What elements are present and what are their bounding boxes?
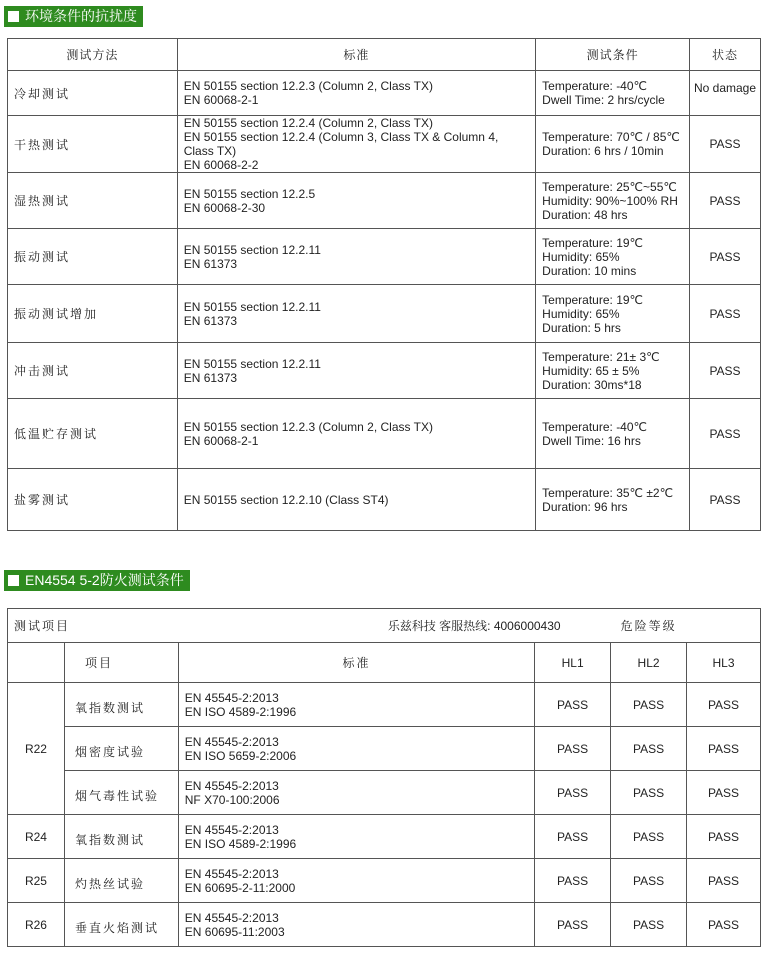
table-header-row xyxy=(8,39,761,71)
table-row xyxy=(8,683,761,727)
group-code-cell: R26 xyxy=(8,903,65,947)
table-row xyxy=(8,343,761,399)
condition-line: Temperature: 19℃ xyxy=(542,292,644,307)
hazard-level-label: 危险等级 xyxy=(611,609,761,643)
status-cell: PASS xyxy=(690,229,761,285)
standard-cell xyxy=(177,116,535,173)
method-cell: 湿热测试 xyxy=(8,173,178,229)
status-cell: PASS xyxy=(690,343,761,399)
header-conditions: 测试条件 xyxy=(536,39,690,71)
standard-line: EN 50155 section 12.2.3 (Column 2, Class TX) xyxy=(183,79,433,93)
hl2-cell: PASS xyxy=(611,815,687,859)
hl1-cell: PASS xyxy=(535,859,611,903)
hl1-cell: PASS xyxy=(535,771,611,815)
condition-line: Humidity: 65% xyxy=(542,306,620,321)
standard-cell xyxy=(177,71,535,116)
table-row xyxy=(8,229,761,285)
standard-line: EN ISO 5659-2:2006 xyxy=(184,748,297,763)
condition-line: Temperature: 70℃ / 85℃ xyxy=(542,130,680,144)
standard-cell xyxy=(177,469,535,531)
standard-line: EN 60068-2-30 xyxy=(183,200,266,215)
standard-cell xyxy=(177,285,535,343)
table-row xyxy=(8,903,761,947)
header-item: 项目 xyxy=(64,643,178,683)
group-code-cell: R25 xyxy=(8,859,65,903)
hl2-cell: PASS xyxy=(611,683,687,727)
standard-line: EN 45545-2:2013 xyxy=(184,778,279,793)
standard-cell xyxy=(178,859,534,903)
table-row xyxy=(8,173,761,229)
standard-line: EN 50155 section 12.2.11 xyxy=(183,299,321,314)
fire-table-header-row xyxy=(8,643,761,683)
table-row xyxy=(8,815,761,859)
condition-line: Dwell Time: 16 hrs xyxy=(542,433,641,448)
header-standard: 标准 xyxy=(178,643,534,683)
condition-line: Temperature: 21± 3℃ xyxy=(542,349,660,364)
method-cell: 低温贮存测试 xyxy=(8,399,178,469)
condition-line: Temperature: -40℃ xyxy=(542,419,648,434)
standard-line: EN 45545-2:2013 xyxy=(184,910,279,925)
header-method: 测试方法 xyxy=(8,39,178,71)
standard-line: EN 50155 section 12.2.3 (Column 2, Class TX) xyxy=(183,419,433,434)
standard-line: EN ISO 4589-2:1996 xyxy=(184,836,297,851)
square-icon xyxy=(8,575,19,586)
hl3-cell: PASS xyxy=(687,903,761,947)
section1-title: 环境条件的抗扰度 xyxy=(25,8,137,24)
method-cell: 干热测试 xyxy=(8,116,178,173)
item-cell: 烟密度试验 xyxy=(64,727,178,771)
condition-line: Duration: 48 hrs xyxy=(542,207,628,222)
standard-line: NF X70-100:2006 xyxy=(184,792,280,807)
hl1-cell: PASS xyxy=(535,727,611,771)
condition-line: Duration: 6 hrs / 10min xyxy=(542,144,664,158)
standard-line: EN 60068-2-1 xyxy=(183,93,259,107)
hl1-cell: PASS xyxy=(535,683,611,727)
table-row xyxy=(8,469,761,531)
standard-cell xyxy=(178,727,534,771)
table-row xyxy=(8,399,761,469)
hl2-cell: PASS xyxy=(611,771,687,815)
section2-title-bar xyxy=(4,570,190,591)
standard-line: EN 60068-2-1 xyxy=(183,433,259,448)
header-hl2: HL2 xyxy=(611,643,687,683)
standard-line: EN 50155 section 12.2.11 xyxy=(183,242,321,257)
header-hl1: HL1 xyxy=(535,643,611,683)
condition-line: Temperature: 19℃ xyxy=(542,235,644,250)
table-row xyxy=(8,859,761,903)
group-code-cell: R24 xyxy=(8,815,65,859)
method-cell: 盐雾测试 xyxy=(8,469,178,531)
conditions-cell xyxy=(536,229,690,285)
conditions-cell xyxy=(536,71,690,116)
hl2-cell: PASS xyxy=(611,727,687,771)
hl2-cell: PASS xyxy=(611,859,687,903)
standard-line: EN 61373 xyxy=(183,256,238,271)
standard-line: EN 61373 xyxy=(183,313,238,328)
table-row xyxy=(8,285,761,343)
table-row xyxy=(8,771,761,815)
conditions-cell xyxy=(536,343,690,399)
table-row xyxy=(8,727,761,771)
environment-table xyxy=(7,38,761,531)
standard-cell xyxy=(178,903,534,947)
condition-line: Duration: 96 hrs xyxy=(542,499,628,514)
table-row xyxy=(8,71,761,116)
header-standard: 标准 xyxy=(177,39,535,71)
status-cell: PASS xyxy=(690,173,761,229)
hl3-cell: PASS xyxy=(687,859,761,903)
condition-line: Duration: 30ms*18 xyxy=(542,377,642,392)
conditions-cell xyxy=(536,116,690,173)
header-blank xyxy=(8,643,65,683)
standard-cell xyxy=(177,229,535,285)
condition-line: Duration: 10 mins xyxy=(542,263,637,278)
standard-line: EN ISO 4589-2:1996 xyxy=(184,704,297,719)
hl1-cell: PASS xyxy=(535,903,611,947)
standard-line: EN 45545-2:2013 xyxy=(184,734,279,749)
standard-cell xyxy=(177,173,535,229)
method-cell: 冷却测试 xyxy=(8,71,178,116)
condition-line: Temperature: -40℃ xyxy=(542,79,648,93)
standard-cell xyxy=(178,683,534,727)
item-cell: 灼热丝试验 xyxy=(64,859,178,903)
conditions-cell xyxy=(536,173,690,229)
condition-line: Humidity: 90%~100% RH xyxy=(542,193,678,208)
standard-line: EN 50155 section 12.2.4 (Column 3, Class TX & Column 4, Class TX) xyxy=(183,130,499,158)
hl3-cell: PASS xyxy=(687,815,761,859)
standard-line: EN 50155 section 12.2.5 xyxy=(183,186,316,201)
standard-line: EN 61373 xyxy=(183,370,238,385)
conditions-cell xyxy=(536,469,690,531)
status-cell: PASS xyxy=(690,399,761,469)
condition-line: Dwell Time: 2 hrs/cycle xyxy=(542,93,665,107)
standard-cell xyxy=(178,771,534,815)
condition-line: Duration: 5 hrs xyxy=(542,320,621,335)
hotline-text: 乐兹科技 客服热线: 4006000430 xyxy=(178,609,610,643)
standard-line: EN 45545-2:2013 xyxy=(184,866,279,881)
section1-title-bar xyxy=(4,6,143,27)
conditions-cell xyxy=(536,285,690,343)
standard-line: EN 60695-11:2003 xyxy=(184,924,285,939)
item-cell: 氧指数测试 xyxy=(64,815,178,859)
standard-line: EN 50155 section 12.2.11 xyxy=(183,356,321,371)
standard-line: EN 60068-2-2 xyxy=(183,158,259,172)
hl3-cell: PASS xyxy=(687,727,761,771)
standard-cell xyxy=(177,399,535,469)
item-cell: 垂直火焰测试 xyxy=(64,903,178,947)
header-status: 状态 xyxy=(690,39,761,71)
group-code-cell: R22 xyxy=(8,683,65,815)
status-cell: PASS xyxy=(690,116,761,173)
status-cell: PASS xyxy=(690,285,761,343)
method-cell: 振动测试 xyxy=(8,229,178,285)
standard-line: EN 45545-2:2013 xyxy=(184,822,279,837)
condition-line: Temperature: 35℃ ±2℃ xyxy=(542,485,674,500)
fire-test-table xyxy=(7,608,761,947)
condition-line: Temperature: 25℃~55℃ xyxy=(542,179,677,194)
item-cell: 氧指数测试 xyxy=(64,683,178,727)
hl2-cell: PASS xyxy=(611,903,687,947)
table-row xyxy=(8,116,761,173)
standard-line: EN 60695-2-11:2000 xyxy=(184,880,296,895)
condition-line: Humidity: 65% xyxy=(542,249,620,264)
method-cell: 冲击测试 xyxy=(8,343,178,399)
item-cell: 烟气毒性试验 xyxy=(64,771,178,815)
condition-line: Humidity: 65 ± 5% xyxy=(542,363,640,378)
standard-cell xyxy=(178,815,534,859)
fire-table-top-row xyxy=(8,609,761,643)
test-item-label: 测试项目 xyxy=(8,609,179,643)
standard-line: EN 45545-2:2013 xyxy=(184,690,279,705)
standard-line: EN 50155 section 12.2.4 (Column 2, Class TX) xyxy=(183,116,433,130)
header-hl3: HL3 xyxy=(687,643,761,683)
standard-cell xyxy=(177,343,535,399)
hl1-cell: PASS xyxy=(535,815,611,859)
square-icon xyxy=(8,11,19,22)
status-cell: PASS xyxy=(690,469,761,531)
standard-line: EN 50155 section 12.2.10 (Class ST4) xyxy=(183,492,389,507)
conditions-cell xyxy=(536,399,690,469)
hl3-cell: PASS xyxy=(687,771,761,815)
section2-title: EN4554 5-2防火测试条件 xyxy=(25,572,184,588)
hl3-cell: PASS xyxy=(687,683,761,727)
method-cell: 振动测试增加 xyxy=(8,285,178,343)
status-cell: No damage xyxy=(690,71,761,116)
